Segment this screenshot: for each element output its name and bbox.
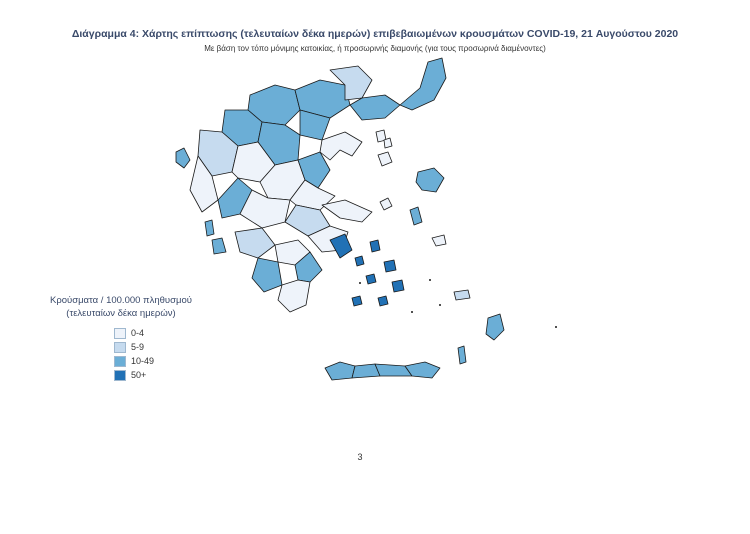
island-cyclades-3 — [384, 260, 396, 272]
island-kos — [454, 290, 470, 300]
legend-title-line1: Κρούσματα / 100.000 πληθυσμού — [50, 295, 192, 306]
island-lesvos — [416, 168, 444, 192]
legend-title-line2: (τελευταίων δέκα ημερών) — [66, 308, 176, 319]
island-samos — [432, 235, 446, 246]
island-crete-1 — [325, 362, 355, 380]
island-cyclades-7 — [378, 296, 388, 306]
legend-item — [114, 326, 192, 340]
region-north-5 — [400, 58, 446, 110]
island-cyclades-6 — [352, 296, 362, 306]
legend-swatch — [114, 342, 126, 353]
region-pelop-5 — [278, 280, 310, 312]
islet-dot-4 — [411, 311, 413, 313]
island-chios — [410, 207, 422, 225]
island-corfu — [176, 148, 190, 168]
legend-swatch — [114, 328, 126, 339]
island-kefalonia — [212, 238, 226, 254]
islet-dot-5 — [555, 326, 557, 328]
page-number: 3 — [357, 452, 363, 462]
islet-dot-3 — [439, 304, 441, 306]
region-evia — [322, 200, 372, 222]
region-pelop-1 — [235, 228, 275, 258]
legend-label: 0-4 — [131, 328, 145, 338]
island-cyclades-5 — [392, 280, 404, 292]
legend-item — [114, 340, 192, 354]
legend-swatch — [114, 356, 126, 367]
island-rhodes — [486, 314, 504, 340]
island-cyclades-4 — [366, 274, 376, 284]
legend-item — [114, 354, 192, 368]
legend-title — [50, 294, 192, 320]
region-pelop-3 — [252, 258, 282, 292]
region-chalkidiki — [320, 132, 362, 160]
legend-swatch — [114, 370, 126, 381]
island-samothrace — [384, 138, 392, 148]
island-karpathos — [458, 346, 466, 364]
island-lemnos — [378, 152, 392, 166]
island-cyclades-1 — [370, 240, 380, 252]
page-subtitle: Με βάση τον τόπο μόνιμης κατοικίας, ή προσωρινής διαμονής (για τους προσωρινά διαμένοντες) — [204, 44, 546, 53]
legend-label: 5-9 — [131, 342, 145, 352]
legend-item — [114, 368, 192, 382]
page-title: Διάγραμμα 4: Χάρτης επίπτωσης (τελευταίων δέκα ημερών) επιβεβαιωμένων κρουσμάτων COVID-19, 21 Αυγούστου 2020 — [71, 28, 679, 40]
islet-dot-1 — [359, 282, 361, 284]
map-legend — [50, 294, 192, 382]
island-cyclades-2 — [355, 256, 364, 266]
legend-label: 10-49 — [131, 356, 155, 366]
island-lefkada — [205, 220, 214, 236]
legend-label: 50+ — [131, 370, 147, 380]
legend-items — [114, 326, 192, 382]
island-skyros — [380, 198, 392, 210]
islet-dot-2 — [429, 279, 431, 281]
